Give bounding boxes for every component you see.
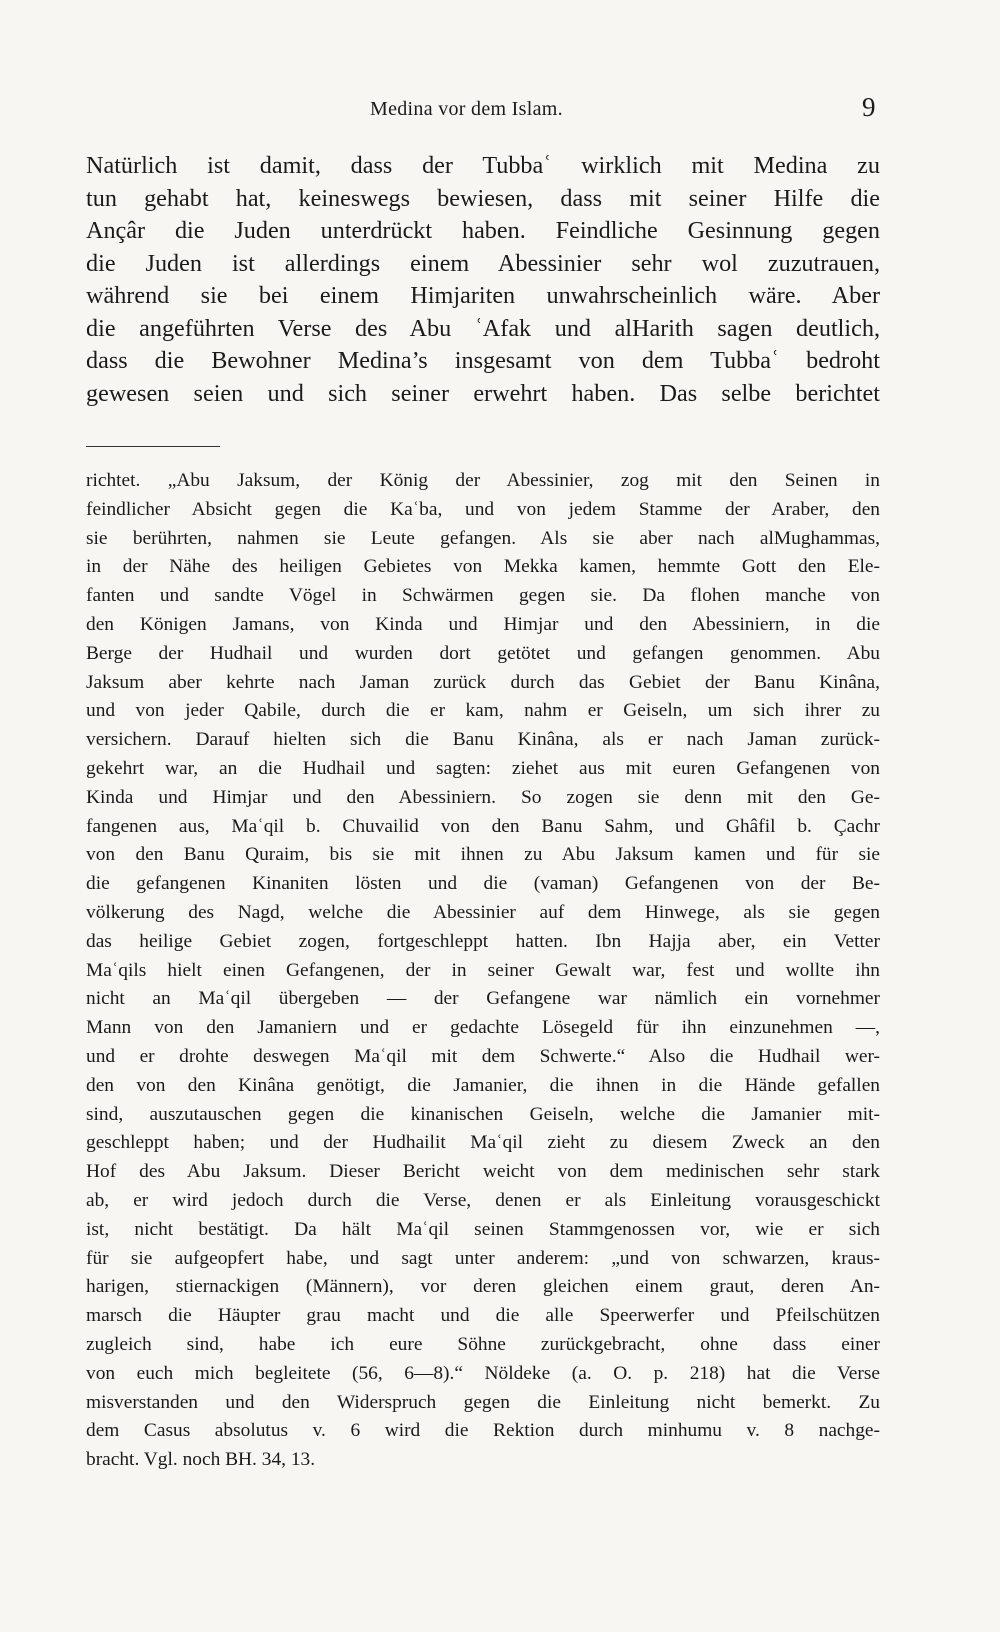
text-line: Ançâr die Juden unterdrückt haben. Feindliche Gesinnung gegen <box>86 217 880 244</box>
text-line: tun gehabt hat, keineswegs bewiesen, dass mit seiner Hilfe die <box>86 184 880 212</box>
text-line: misverstanden und den Widerspruch gegen die Einleitung nicht bemerkt. Zu <box>86 1391 880 1413</box>
text-line: Hof des Abu Jaksum. Dieser Bericht weicht von dem medinischen sehr stark <box>86 1161 880 1183</box>
text-line: das heilige Gebiet zogen, fortgeschleppt hatten. Ibn Hajja aber, ein Vetter <box>86 930 880 952</box>
footnote-rule <box>86 446 220 447</box>
page-number: 9 <box>862 92 876 122</box>
text-line: von den Banu Quraim, bis sie mit ihnen zu Abu Jaksum kamen und für sie <box>86 844 880 866</box>
text-line: ab, er wird jedoch durch die Verse, denen er als Einleitung vorausgeschickt <box>86 1189 880 1211</box>
text-line: dem Casus absolutus v. 6 wird die Rektion durch minhumu v. 8 nachge- <box>86 1420 880 1442</box>
footnote-text <box>86 467 880 1475</box>
text-line: zugleich sind, habe ich eure Söhne zurückgebracht, ohne dass einer <box>86 1333 880 1355</box>
text-line: völkerung des Nagd, welche die Abessinier auf dem Hinwege, als sie gegen <box>86 901 880 923</box>
text-line: in der Nähe des heiligen Gebietes von Mekka kamen, hemmte Gott den Ele- <box>86 556 880 578</box>
text-line: bracht. Vgl. noch BH. 34, 13. <box>86 1449 316 1471</box>
text-line: richtet. „Abu Jaksum, der König der Abessinier, zog mit den Seinen in <box>86 470 880 491</box>
text-line: den Königen Jamans, von Kinda und Himjar und den Abessiniern, in die <box>86 613 880 635</box>
text-line: gewesen seien und sich seiner erwehrt haben. Das selbe berichtet <box>86 379 880 407</box>
text-line: nicht an Maʿqil übergeben — der Gefangene war nämlich ein vornehmer <box>86 988 880 1010</box>
text-line: ist, nicht bestätigt. Da hält Maʿqil seinen Stammgenossen vor, wie er sich <box>86 1218 880 1240</box>
text-line: die angeführten Verse des Abu ʿAfak und alHarith sagen deutlich, <box>86 314 880 342</box>
text-line: Maʿqils hielt einen Gefangenen, der in seiner Gewalt war, fest und wollte ihn <box>86 959 880 981</box>
text-line: und von jeder Qabile, durch die er kam, nahm er Geiseln, um sich ihrer zu <box>86 700 880 722</box>
text-line: für sie aufgeopfert habe, und sagt unter anderem: „und von schwarzen, kraus- <box>86 1247 880 1269</box>
text-line: fanten und sandte Vögel in Schwärmen gegen sie. Da flohen manche von <box>86 585 880 607</box>
text-line: Berge der Hudhail und wurden dort getötet und gefangen genommen. Abu <box>86 642 880 664</box>
text-line: harigen, stiernackigen (Männern), vor deren gleichen einem graut, deren An- <box>86 1276 880 1298</box>
text-line: fangenen aus, Maʿqil b. Chuvailid von den Banu Sahm, und Ghâfil b. Çachr <box>86 815 880 837</box>
text-line: Kinda und Himjar und den Abessiniern. So zogen sie denn mit den Ge- <box>86 786 880 808</box>
text-line: die Juden ist allerdings einem Abessinier sehr wol zuzutrauen, <box>86 249 880 277</box>
text-line: feindlicher Absicht gegen die Kaʿba, und von jedem Stamme der Araber, den <box>86 498 880 520</box>
text-line: gekehrt war, an die Hudhail und sagten: ziehet aus mit euren Gefangenen von <box>86 757 880 779</box>
text-line: Natürlich ist damit, dass der Tubbaʿ wirklich mit Medina zu <box>86 152 880 179</box>
text-line: geschleppt haben; und der Hudhailit Maʿqil zieht zu diesem Zweck an den <box>86 1132 880 1154</box>
text-line: dass die Bewohner Medina’s insgesamt von dem Tubbaʿ bedroht <box>86 347 880 374</box>
text-line: und er drohte deswegen Maʿqil mit dem Schwerte.“ Also die Hudhail wer- <box>86 1045 880 1067</box>
text-line: den von den Kinâna genötigt, die Jamanier, die ihnen in die Hände gefallen <box>86 1074 880 1096</box>
text-line: sie berührten, nahmen sie Leute gefangen. Als sie aber nach alMughammas, <box>86 527 880 549</box>
text-line: marsch die Häupter grau macht und die alle Speerwerfer und Pfeilschützen <box>86 1305 880 1327</box>
text-line: Mann von den Jamaniern und er gedachte Lösegeld für ihn einzunehmen —, <box>86 1017 880 1039</box>
running-head: Medina vor dem Islam. <box>370 98 563 120</box>
text-line: versichern. Darauf hielten sich die Banu Kinâna, als er nach Jaman zurück- <box>86 729 880 751</box>
text-line: von euch mich begleitete (56, 6—8).“ Nöldeke (a. O. p. 218) hat die Verse <box>86 1362 880 1384</box>
text-line: während sie bei einem Himjariten unwahrscheinlich wäre. Aber <box>86 282 880 309</box>
text-line: sind, auszutauschen gegen die kinanischen Geiseln, welche die Jamanier mit- <box>86 1103 880 1125</box>
text-line: Jaksum aber kehrte nach Jaman zurück durch das Gebiet der Banu Kinâna, <box>86 671 880 693</box>
text-line: die gefangenen Kinaniten lösten und die (vaman) Gefangenen von der Be- <box>86 873 880 895</box>
main-text <box>86 150 880 410</box>
